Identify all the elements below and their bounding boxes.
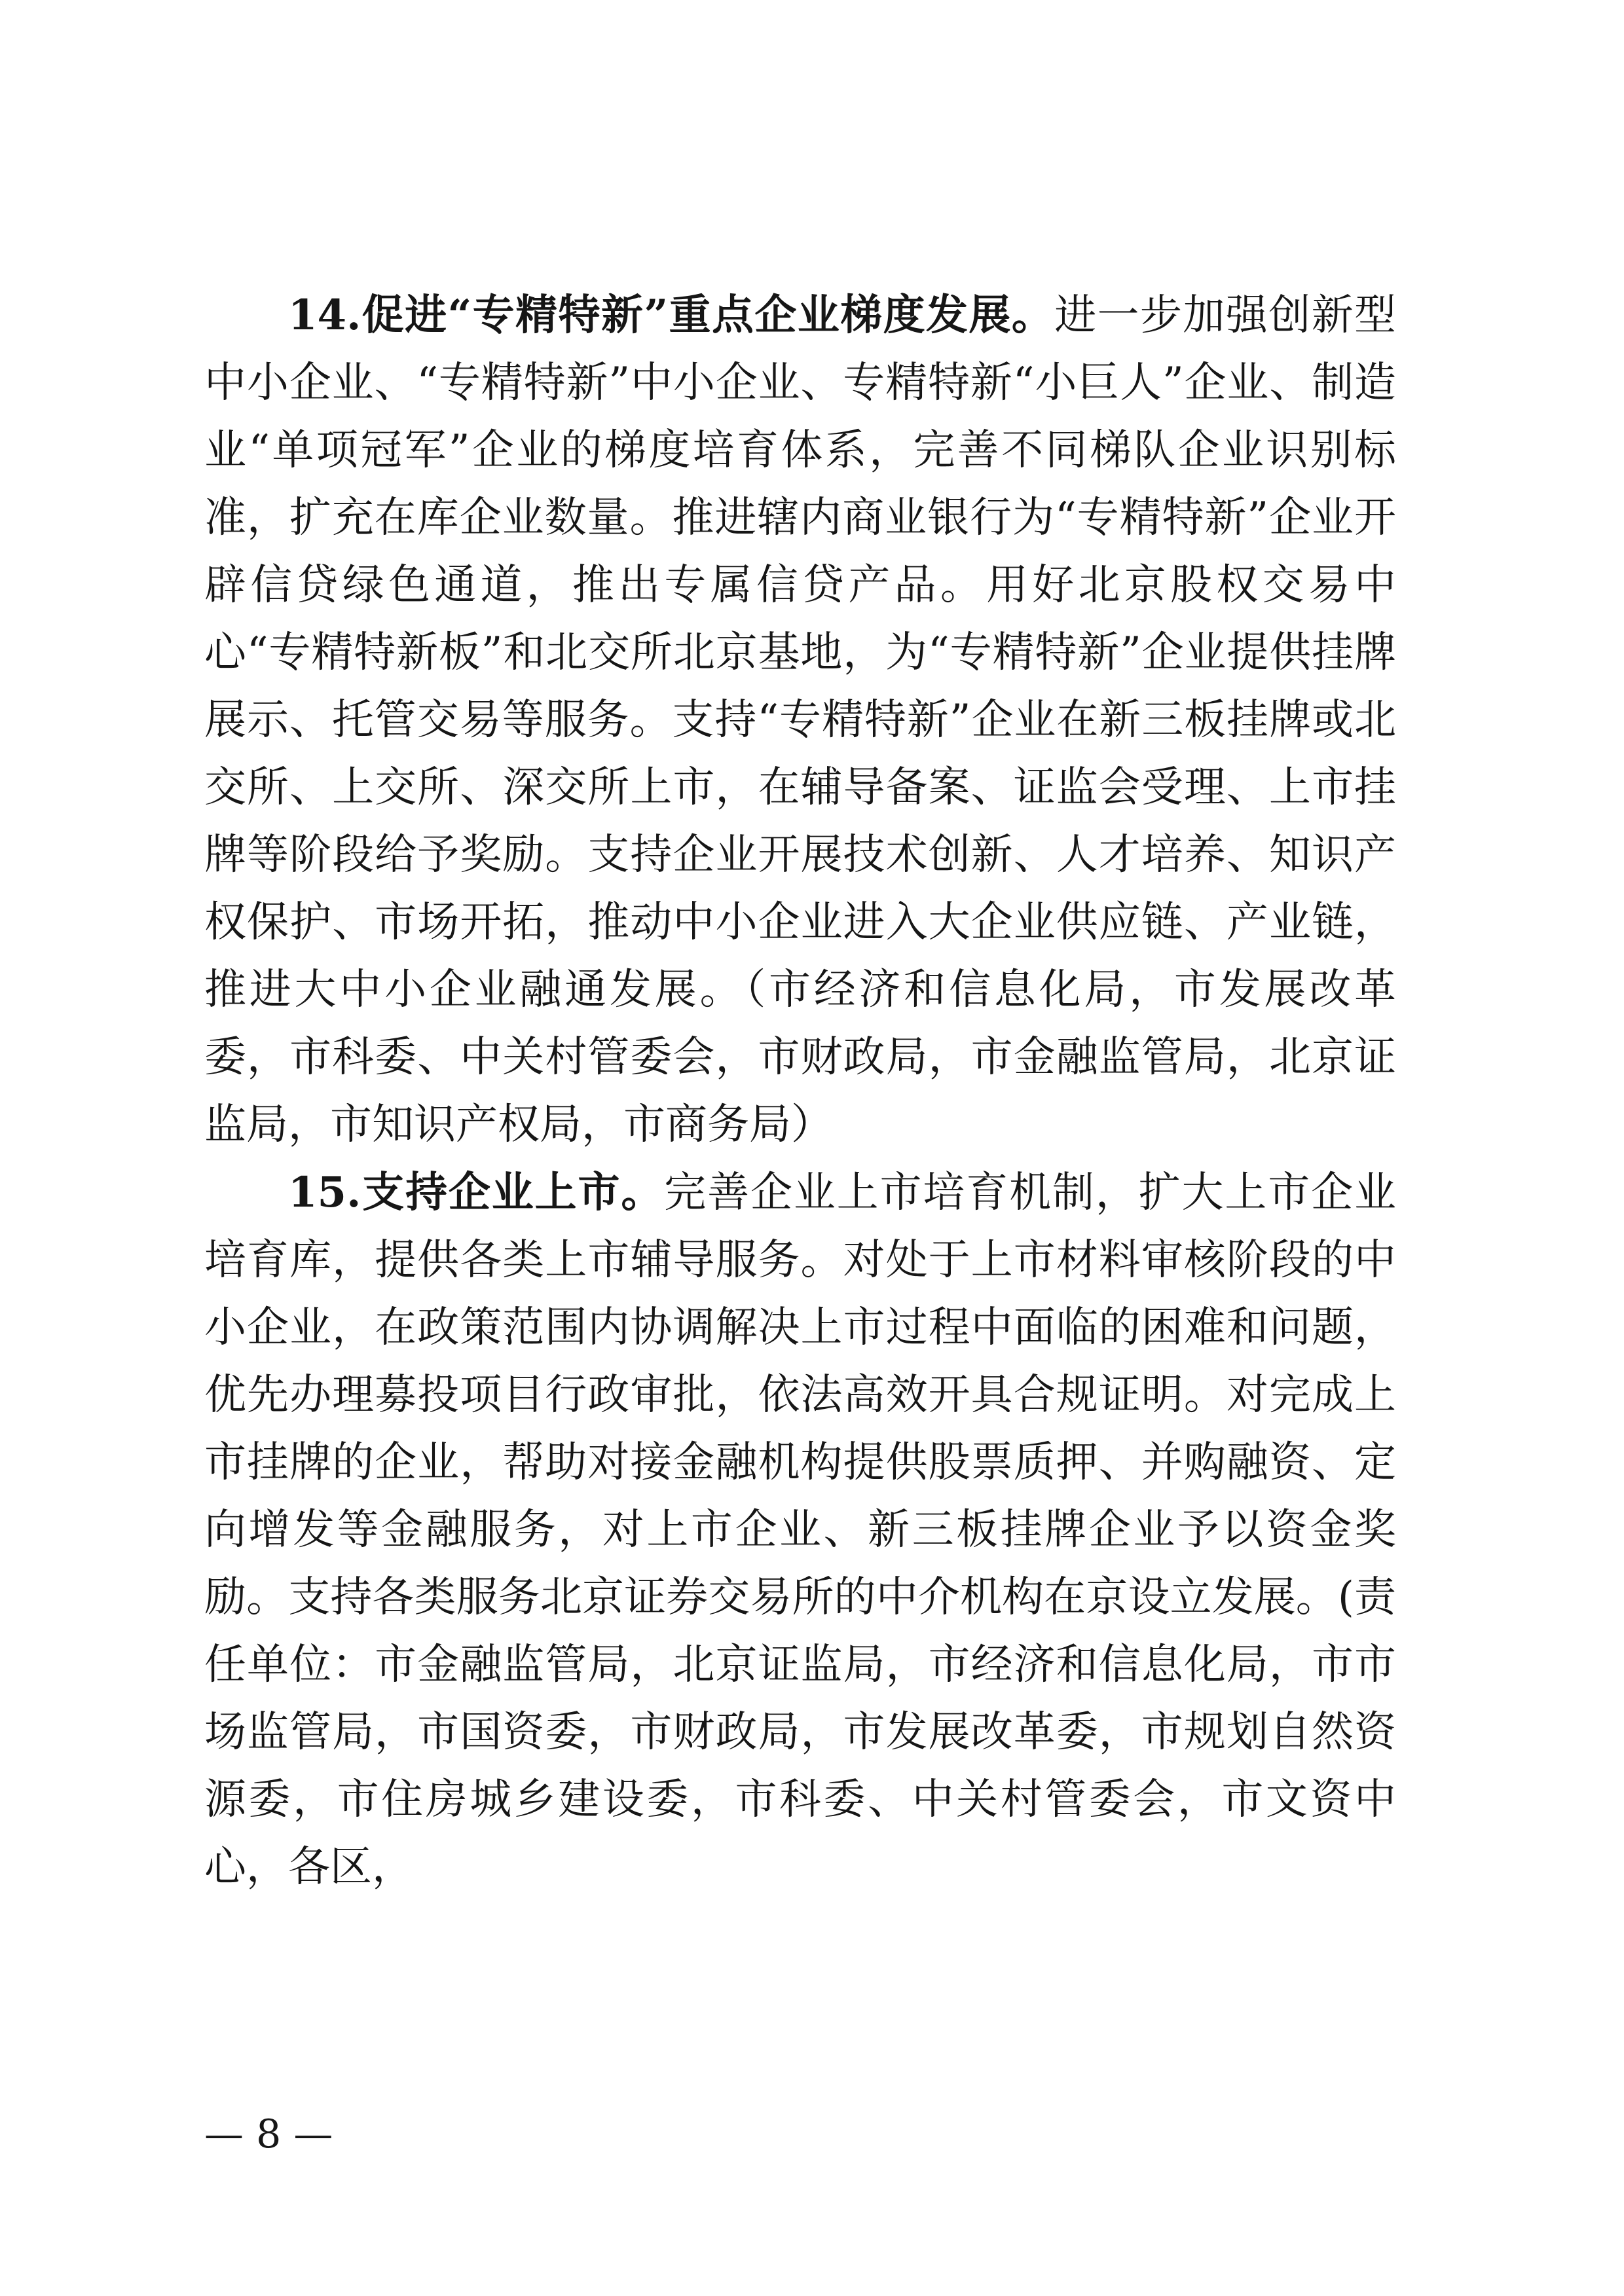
item-15-title: 15.支持企业上市。 (288, 1168, 665, 1217)
item-14-body: 进一步加强创新型中小企业、“专精特新”中小企业、专精特新“小巨人”企业、制造业“单项冠军”企业的梯度培育体系，完善不同梯队企业识别标准，扩充在库企业数量。推进辖内商业银行为“专精特新”企业开辟信贷绿色通道，推出专属信贷产品。用好北京股权交易中心“专精特新板”和北交所北京基地，为“专精特新”企业提供挂牌展示、托管交易等服务。支持“专精特新”企业在新三板挂牌或北交所、上交所、深交所上市，在辅导备案、证监会受理、上市挂牌等阶段给予奖励。支持企业开展技术创新、人才培养、知识产权保护、市场开拓，推动中小企业进入大企业供应链、产业链，推进大中小企业融通发展。（市经济和信息化局，市发展改革委，市科委、中关村管委会，市财政局，市金融监管局，北京证监局，市知识产权局，市商务局） (204, 291, 1397, 1149)
document-body (204, 282, 1396, 1901)
paragraph-item-14 (204, 282, 1396, 1159)
item-15-body: 完善企业上市培育机制，扩大上市企业培育库，提供各类上市辅导服务。对处于上市材料审核阶段的中小企业，在政策范围内协调解决上市过程中面临的困难和问题，优先办理募投项目行政审批，依法高效开具合规证明。对完成上市挂牌的企业，帮助对接金融机构提供股票质押、并购融资、定向增发等金融服务，对上市企业、新三板挂牌企业予以资金奖励。支持各类服务北京证券交易所的中介机构在京设立发展。(责任单位：市金融监管局，北京证监局，市经济和信息化局，市市场监管局，市国资委，市财政局，市发展改革委，市规划自然资源委，市住房城乡建设委，市科委、中关村管委会，市文资中心，各区， (204, 1169, 1397, 1891)
item-14-title: 14.促进“专精特新”重点企业梯度发展。 (288, 291, 1055, 340)
paragraph-item-15 (204, 1159, 1396, 1901)
page-number: — 8 — (204, 2111, 333, 2157)
